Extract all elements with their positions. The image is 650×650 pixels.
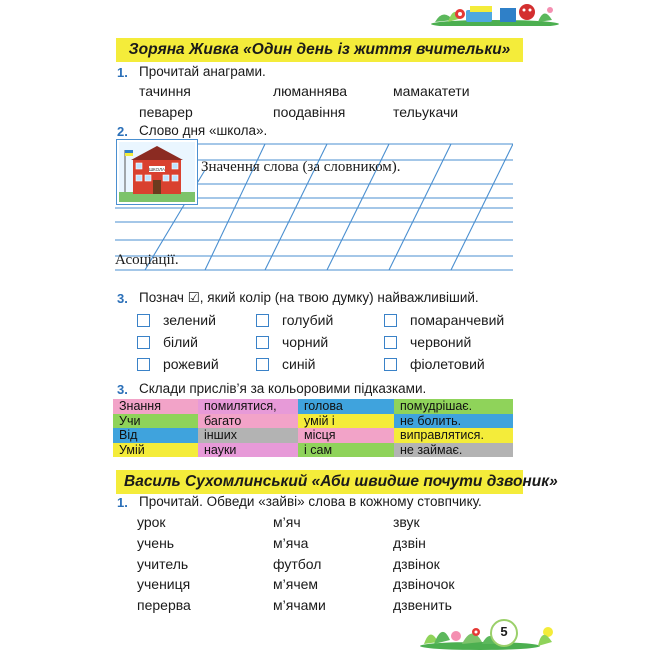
anagram-word: люманнява	[273, 83, 348, 99]
color-option: голубий	[282, 312, 334, 328]
color-checkbox[interactable]	[256, 314, 269, 327]
task-instruction: Слово дня «школа».	[139, 123, 268, 138]
task-instruction: Склади прислів’я за кольоровими підказками.	[139, 381, 427, 396]
section-title-sukhomlynskyi: Василь Сухомлинський «Аби швидше почути дзвоник»	[116, 470, 523, 494]
color-checkbox[interactable]	[137, 336, 150, 349]
word-item: дзвінок	[393, 556, 440, 572]
word-item: м’яча	[273, 535, 309, 551]
word-item: урок	[137, 514, 166, 530]
school-sign: ШКОЛА	[148, 167, 166, 172]
meaning-label: Значення слова (за словником).	[201, 159, 401, 175]
proverb-cell: Умій	[113, 443, 198, 458]
proverb-cell: Від	[113, 428, 198, 443]
proverb-cell: інших	[198, 428, 298, 443]
task-instruction: Познач ☑, який колір (на твою думку) найважливіший.	[139, 290, 479, 305]
page-number: 5	[490, 619, 518, 647]
proverb-cell: голова	[298, 399, 394, 414]
color-checkbox[interactable]	[137, 358, 150, 371]
color-option: синій	[282, 356, 316, 372]
anagram-word: поодавіння	[273, 104, 346, 120]
task-number: 2.	[117, 124, 128, 139]
word-item: м’ячем	[273, 576, 319, 592]
color-checkbox[interactable]	[256, 336, 269, 349]
proverb-cell: і сам	[298, 443, 394, 458]
proverb-cell: помилятися,	[198, 399, 298, 414]
color-option: фіолетовий	[410, 356, 485, 372]
task-number: 3.	[117, 382, 128, 397]
anagram-word: певарер	[139, 104, 193, 120]
proverb-cell: науки	[198, 443, 298, 458]
task-instruction: Прочитай анаграми.	[139, 64, 266, 79]
proverb-cell: не займає.	[394, 443, 513, 458]
school-building-icon	[119, 142, 195, 202]
proverb-cell: багато	[198, 414, 298, 429]
word-item: звук	[393, 514, 420, 530]
table-row	[113, 414, 513, 429]
word-item: дзвін	[393, 535, 426, 551]
proverb-cell: виправлятися.	[394, 428, 513, 443]
color-checkbox[interactable]	[384, 358, 397, 371]
word-item: учениця	[137, 576, 191, 592]
word-item: учень	[137, 535, 175, 551]
table-row	[113, 443, 513, 458]
color-checkbox[interactable]	[384, 314, 397, 327]
task-instruction: Прочитай. Обведи «зайві» слова в кожному стовпчику.	[139, 494, 482, 509]
word-item: перерва	[137, 597, 191, 613]
color-option: білий	[163, 334, 198, 350]
word-item: м’яч	[273, 514, 301, 530]
proverb-table	[113, 399, 513, 457]
proverb-cell: Знання	[113, 399, 198, 414]
anagram-word: тачиння	[139, 83, 191, 99]
color-checkbox[interactable]	[256, 358, 269, 371]
color-option: чорний	[282, 334, 329, 350]
section-title-zhyvka: Зоряна Живка «Один день із життя вчительки»	[116, 38, 523, 62]
task-number: 3.	[117, 291, 128, 306]
word-item: футбол	[273, 556, 322, 572]
proverb-cell: помудрішає.	[394, 399, 513, 414]
proverb-cell: не болить.	[394, 414, 513, 429]
proverb-cell: місця	[298, 428, 394, 443]
bottom-decoration-illustration	[418, 610, 556, 650]
proverb-cell: Учи	[113, 414, 198, 429]
anagram-word: мамакатети	[393, 83, 470, 99]
top-decoration-illustration	[430, 0, 560, 26]
color-option: зелений	[163, 312, 216, 328]
word-item: дзвенить	[393, 597, 452, 613]
associations-label: Асоціації.	[115, 252, 179, 268]
table-row	[113, 399, 513, 414]
table-row	[113, 428, 513, 443]
color-checkbox[interactable]	[137, 314, 150, 327]
word-item: учитель	[137, 556, 189, 572]
task-number: 1.	[117, 495, 128, 510]
word-item: м’ячами	[273, 597, 326, 613]
anagram-word: тельукачи	[393, 104, 459, 120]
task-number: 1.	[117, 65, 128, 80]
proverb-cell: умій і	[298, 414, 394, 429]
color-checkbox[interactable]	[384, 336, 397, 349]
color-option: рожевий	[163, 356, 219, 372]
color-option: помаранчевий	[410, 312, 505, 328]
word-item: дзвіночок	[393, 576, 455, 592]
color-option: червоний	[410, 334, 472, 350]
